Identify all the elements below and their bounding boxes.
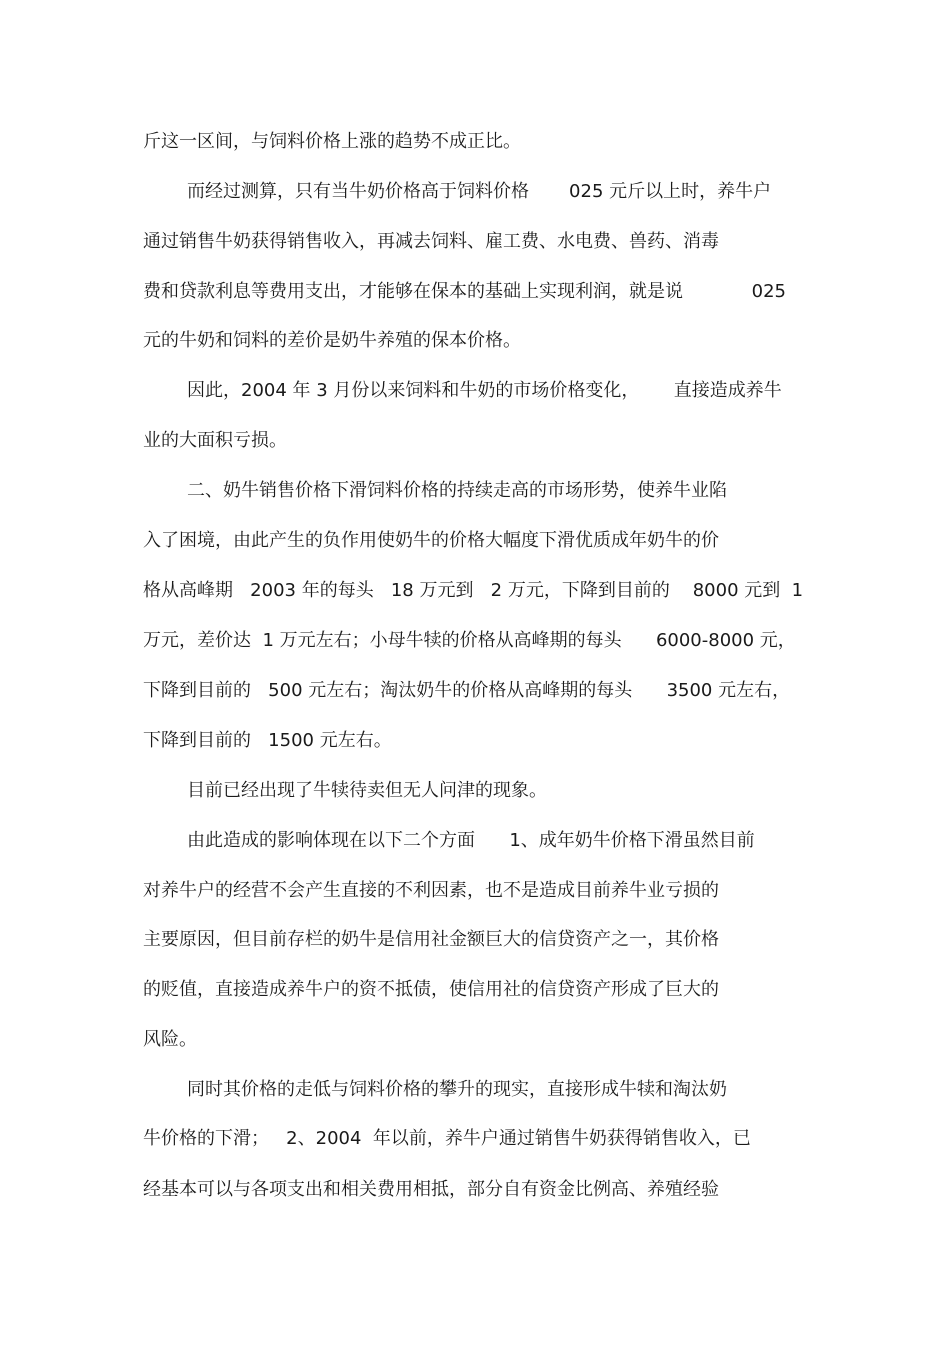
text-line: 因此，2004 年 3 月份以来饲料和牛奶的市场价格变化， 直接造成养牛 (187, 380, 782, 401)
text-line: 目前已经出现了牛犊待卖但无人问津的现象。 (187, 780, 547, 801)
text-line: 经基本可以与各项支出和相关费用相抵，部分自有资金比例高、养殖经验 (143, 1179, 719, 1200)
text-line: 元的牛奶和饲料的差价是奶牛养殖的保本价格。 (143, 330, 521, 351)
text-line: 主要原因，但目前存栏的奶牛是信用社金额巨大的信贷资产之一，其价格 (143, 929, 719, 950)
text-line: 牛价格的下滑； 2、2004 年以前，养牛户通过销售牛奶获得销售收入，已 (143, 1128, 751, 1149)
text-line: 业的大面积亏损。 (143, 430, 287, 451)
text-line: 由此造成的影响体现在以下二个方面 1、成年奶牛价格下滑虽然目前 (187, 830, 755, 851)
text-line: 格从高峰期 2003 年的每头 18 万元到 2 万元，下降到目前的 8000 元到 1 (143, 580, 804, 601)
text-line: 万元，差价达 1 万元左右；小母牛犊的价格从高峰期的每头 6000-8000 元， (143, 630, 796, 651)
text-line: 的贬值，直接造成养牛户的资不抵债，使信用社的信贷资产形成了巨大的 (143, 979, 719, 1000)
text-line: 同时其价格的走低与饲料价格的攀升的现实，直接形成牛犊和淘汰奶 (187, 1079, 727, 1100)
text-line: 入了困境，由此产生的负作用使奶牛的价格大幅度下滑优质成年奶牛的价 (143, 530, 719, 551)
text-line: 风险。 (143, 1029, 197, 1050)
text-line: 而经过测算，只有当牛奶价格高于饲料价格 025 元斤以上时，养牛户 (187, 181, 772, 202)
text-line: 通过销售牛奶获得销售收入，再减去饲料、雇工费、水电费、兽药、消毒 (143, 231, 719, 252)
text-line: 下降到目前的 1500 元左右。 (143, 730, 392, 751)
text-line: 二、奶牛销售价格下滑饲料价格的持续走高的市场形势，使养牛业陷 (187, 480, 727, 501)
text-line: 对养牛户的经营不会产生直接的不利因素，也不是造成目前养牛业亏损的 (143, 880, 719, 901)
text-line: 下降到目前的 500 元左右；淘汰奶牛的价格从高峰期的每头 3500 元左右， (143, 680, 791, 701)
text-line: 费和贷款利息等费用支出，才能够在保本的基础上实现利润，就是说 025 (143, 281, 787, 302)
text-line: 斤这一区间，与饲料价格上涨的趋势不成正比。 (143, 131, 521, 152)
